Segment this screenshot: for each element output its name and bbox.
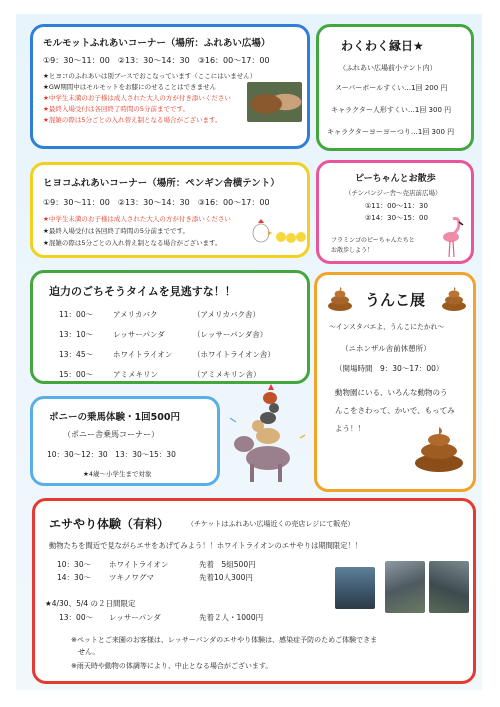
esa-note-2: せん。 [71,648,100,656]
chick-icon [251,217,311,247]
pichan-box [316,160,474,264]
feeding-time-title: 迫力のごちそうタイムを見逃すな！！ [49,285,236,298]
pichan-place: （チンパンジー舎～売店前広場） [345,189,442,197]
feeding-row-1: 11：00～ [59,310,94,319]
esa-limited-heading: ★4/30、5/4 の２日間限定 [45,599,136,608]
feeding-row-2: 13：10～ [59,330,94,339]
ennichi-item-3: キャラクターヨーヨーつり…1回 300 円 [327,128,455,136]
flamingo-icon [437,215,467,260]
ennichi-item-1: スーパーボールすくい…1回 200 円 [335,84,448,92]
esa-row-2-animal: ツキノワグマ [109,573,154,582]
esa-row-1-animal: ホワイトライオン [109,560,169,569]
poop-icon-large [413,425,465,473]
pony-note: ★4歳～小学生まで対象 [83,470,152,478]
chick-note-2: ★最終入場受付は各回終了時間の5分前までです。 [43,227,189,235]
esa-row-1-time: 10：30～ [57,560,92,569]
unko-desc-3: よう！！ [335,424,365,433]
feeding-experience-lead: 動物たちを間近で見ながらエサをあげてみよう！！ホワイトライオンのエサやりは期間限定！！ [49,541,363,550]
pichan-caption-1: フラミンゴのピーちゃんたちと [331,237,415,244]
unko-place: （ニホンザル舎前休憩所） [341,344,431,353]
chick-note-3: ★混雑の際は5分ごとの入れ替え制となる場合がございます。 [43,239,222,247]
ennichi-place: （ふれあい広場前小テント内） [339,64,437,72]
ennichi-title: わくわく縁日★ [341,39,424,53]
feeding-animal-2: レッサーパンダ [113,330,165,339]
pichan-caption-2: お散歩しよう！ [331,247,374,254]
esa-limited-time: 13：00～ [59,613,94,622]
feeding-experience-box [32,498,476,684]
feeding-place-1: （アメリカバク舎） [193,310,260,319]
guinea-pig-title: モルモットふれあいコーナー（場所：ふれあい広場） [43,38,271,49]
unko-box [314,272,476,492]
guinea-note-3: ★中学生未満のお子様は成人された大人の方が付き添いください [43,94,231,102]
chick-times: ①9：30～11：00 ②13：30～14：30 ③16：00～17：00 [43,198,270,207]
pony-place: （ポニー舎乗馬コーナー） [63,430,159,439]
guinea-note-2: ★GW期間中はモルモットをお膝にのせることはできません [43,83,217,91]
chick-note-1: ★中学生未満のお子様は成人された大人の方が付き添いください [43,215,231,223]
feeding-experience-title: エサやり体験（有料） [49,517,170,531]
animal-stack-illustration [222,378,310,488]
esa-limited-limit: 先着２人・1000円 [199,613,264,622]
pony-title: ポニーの乗馬体験・1回500円 [49,412,180,423]
chick-title: ヒヨコふれあいコーナー（場所：ペンギン舎横テント） [43,178,280,189]
pony-box [30,396,220,486]
flyer-page [16,14,482,690]
unko-subtitle: ～インスタバエよ、うんこにたかれ～ [329,323,445,331]
feeding-animal-3: ホワイトライオン [113,350,173,359]
feeding-place-3: （ホワイトライオン舎） [193,350,275,359]
esa-row-2-time: 14：30～ [57,573,92,582]
pony-times: 10：30～12：30 13：30～15：30 [47,450,176,459]
feeding-photo-3 [429,561,469,613]
esa-row-2-limit: 先着10人300円 [199,573,253,582]
esa-note-1: ※ペットとご来園のお客様は、レッサーパンダのエサやり体験は、感染症予防のためご体験できま [71,636,378,644]
guinea-note-1: ★ヒヨコのふれあいは別ブースでおこなっています（ここにはいません） [43,72,257,80]
esa-note-3: ※雨天時や動物の体調等により、中止となる場合がございます。 [71,662,273,670]
guinea-pig-photo [247,82,302,122]
pichan-time-2: ②14：30～15：00 [365,214,428,222]
ennichi-item-2: キャラクター人形すくい…1回 300 円 [331,106,452,114]
guinea-pig-times: ①9：30～11：00 ②13：30～14：30 ③16：00～17：00 [43,56,270,65]
poop-icon-right [441,287,467,311]
feeding-photo-2 [385,561,425,613]
feeding-place-2: （レッサーパンダ舎） [193,330,268,339]
unko-desc-2: んこをさわって、かいで、もってみ [335,406,455,415]
unko-hours: （開場時間 9：30～17：00） [335,364,444,373]
unko-title: うんこ展 [365,291,426,309]
feeding-time-box [30,270,310,384]
pichan-title: ピーちゃんとお散歩 [355,174,436,184]
chick-box [30,162,310,258]
guinea-note-5: ★混雑の際は5分ごとの入れ替え制となる場合がございます。 [43,116,222,124]
feeding-row-3: 13：45～ [59,350,94,359]
pichan-time-1: ①11：00～11：30 [365,202,428,210]
unko-desc-1: 動物園にいる、いろんな動物のう [335,388,448,397]
ennichi-box [316,24,474,151]
poop-icon-left [327,287,353,311]
esa-row-1-limit: 先着 5組500円 [199,560,256,569]
feeding-animal-4: アミメキリン [113,370,158,379]
guinea-pig-box [30,24,310,149]
feeding-place-4: （アミメキリン舎） [193,370,261,379]
feeding-photo-1 [335,567,375,609]
feeding-animal-1: アメリカバク [113,310,158,319]
feeding-row-4: 15：00～ [59,370,94,379]
feeding-experience-ticket-note: （チケットはふれあい広場近くの売店レジにて販売） [187,520,355,528]
guinea-note-4: ★最終入場受付は各回終了時間の5分前までです。 [43,105,189,113]
esa-limited-animal: レッサーパンダ [109,613,161,622]
